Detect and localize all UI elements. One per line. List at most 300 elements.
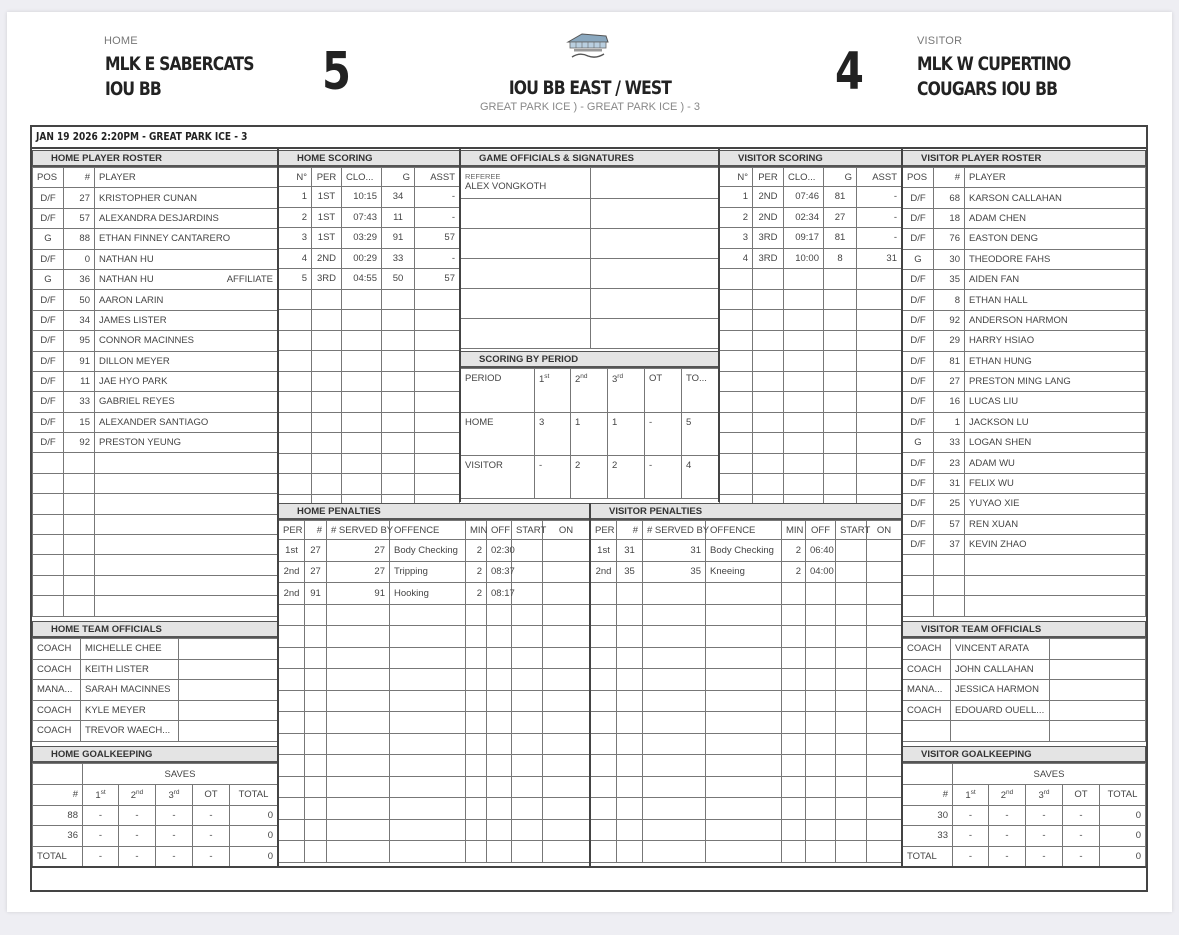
empty-cell[interactable] (279, 626, 305, 648)
empty-cell[interactable] (867, 647, 902, 669)
empty-cell[interactable] (33, 514, 64, 534)
empty-cell[interactable] (706, 626, 782, 648)
empty-cell[interactable] (512, 755, 543, 777)
empty-cell[interactable] (867, 626, 902, 648)
empty-cell[interactable] (857, 433, 902, 454)
empty-cell[interactable] (806, 626, 836, 648)
empty-cell[interactable] (591, 712, 617, 734)
empty-cell[interactable] (95, 453, 278, 473)
empty-cell[interactable] (806, 690, 836, 712)
empty-cell[interactable] (415, 474, 460, 495)
empty-cell[interactable] (857, 453, 902, 474)
empty-cell[interactable] (836, 626, 867, 648)
empty-cell[interactable] (487, 841, 512, 863)
empty-cell[interactable] (753, 310, 784, 331)
empty-cell[interactable] (782, 755, 806, 777)
empty-cell[interactable] (706, 647, 782, 669)
empty-cell[interactable] (784, 392, 824, 413)
empty-cell[interactable] (327, 776, 390, 798)
empty-cell[interactable] (327, 798, 390, 820)
empty-cell[interactable] (824, 433, 857, 454)
empty-cell[interactable] (934, 596, 965, 616)
empty-cell[interactable] (305, 647, 327, 669)
empty-cell[interactable] (415, 412, 460, 433)
empty-cell[interactable] (312, 453, 342, 474)
empty-cell[interactable] (591, 733, 617, 755)
empty-cell[interactable] (305, 626, 327, 648)
empty-cell[interactable] (706, 690, 782, 712)
empty-cell[interactable] (382, 412, 415, 433)
official-cell[interactable] (461, 319, 591, 349)
empty-cell[interactable] (720, 371, 753, 392)
empty-cell[interactable] (857, 269, 902, 290)
empty-cell[interactable] (466, 647, 487, 669)
empty-cell[interactable] (543, 626, 590, 648)
empty-cell[interactable] (617, 776, 643, 798)
empty-cell[interactable] (327, 669, 390, 691)
empty-cell[interactable] (643, 583, 706, 605)
signature-cell[interactable] (591, 289, 719, 319)
empty-cell[interactable] (720, 269, 753, 290)
empty-cell[interactable] (706, 669, 782, 691)
empty-cell[interactable] (487, 819, 512, 841)
empty-cell[interactable] (64, 575, 95, 595)
empty-cell[interactable] (382, 330, 415, 351)
empty-cell[interactable] (487, 626, 512, 648)
official-signature[interactable] (179, 700, 278, 721)
signature-cell[interactable] (591, 199, 719, 229)
empty-cell[interactable] (312, 392, 342, 413)
empty-cell[interactable] (382, 310, 415, 331)
empty-cell[interactable] (806, 733, 836, 755)
empty-cell[interactable] (64, 494, 95, 514)
official-cell[interactable] (461, 289, 591, 319)
empty-cell[interactable] (279, 289, 312, 310)
empty-cell[interactable] (305, 841, 327, 863)
official-signature[interactable] (1050, 700, 1146, 721)
empty-cell[interactable] (784, 412, 824, 433)
empty-cell[interactable] (806, 841, 836, 863)
empty-cell[interactable] (487, 733, 512, 755)
empty-cell[interactable] (95, 575, 278, 595)
empty-cell[interactable] (617, 583, 643, 605)
empty-cell[interactable] (512, 841, 543, 863)
empty-cell[interactable] (305, 776, 327, 798)
empty-cell[interactable] (342, 289, 382, 310)
empty-cell[interactable] (543, 841, 590, 863)
empty-cell[interactable] (33, 494, 64, 514)
empty-cell[interactable] (753, 371, 784, 392)
empty-cell[interactable] (782, 669, 806, 691)
empty-cell[interactable] (312, 433, 342, 454)
empty-cell[interactable] (720, 310, 753, 331)
empty-cell[interactable] (836, 583, 867, 605)
empty-cell[interactable] (836, 776, 867, 798)
empty-cell[interactable] (342, 371, 382, 392)
empty-cell[interactable] (591, 755, 617, 777)
empty-cell[interactable] (390, 755, 466, 777)
official-signature[interactable] (179, 721, 278, 742)
empty-cell[interactable] (617, 604, 643, 626)
empty-cell[interactable] (867, 712, 902, 734)
empty-cell[interactable] (824, 412, 857, 433)
empty-cell[interactable] (543, 733, 590, 755)
empty-cell[interactable] (279, 604, 305, 626)
signature-cell[interactable] (591, 229, 719, 259)
empty-cell[interactable] (617, 798, 643, 820)
empty-cell[interactable] (806, 583, 836, 605)
empty-cell[interactable] (64, 535, 95, 555)
empty-cell[interactable] (95, 494, 278, 514)
empty-cell[interactable] (466, 776, 487, 798)
empty-cell[interactable] (390, 841, 466, 863)
empty-cell[interactable] (784, 269, 824, 290)
empty-cell[interactable] (279, 371, 312, 392)
empty-cell[interactable] (806, 776, 836, 798)
empty-cell[interactable] (95, 473, 278, 493)
empty-cell[interactable] (591, 626, 617, 648)
empty-cell[interactable] (312, 412, 342, 433)
empty-cell[interactable] (753, 351, 784, 372)
empty-cell[interactable] (782, 776, 806, 798)
empty-cell[interactable] (836, 798, 867, 820)
empty-cell[interactable] (64, 514, 95, 534)
empty-cell[interactable] (279, 647, 305, 669)
empty-cell[interactable] (903, 555, 934, 575)
empty-cell[interactable] (753, 289, 784, 310)
empty-cell[interactable] (706, 583, 782, 605)
empty-cell[interactable] (753, 433, 784, 454)
empty-cell[interactable] (279, 412, 312, 433)
empty-cell[interactable] (836, 647, 867, 669)
empty-cell[interactable] (512, 712, 543, 734)
empty-cell[interactable] (706, 712, 782, 734)
empty-cell[interactable] (824, 289, 857, 310)
empty-cell[interactable] (279, 330, 312, 351)
empty-cell[interactable] (512, 647, 543, 669)
empty-cell[interactable] (806, 669, 836, 691)
empty-cell[interactable] (643, 819, 706, 841)
empty-cell[interactable] (415, 453, 460, 474)
empty-cell[interactable] (617, 712, 643, 734)
empty-cell[interactable] (327, 755, 390, 777)
empty-cell[interactable] (706, 755, 782, 777)
empty-cell[interactable] (591, 798, 617, 820)
empty-cell[interactable] (342, 474, 382, 495)
empty-cell[interactable] (390, 669, 466, 691)
empty-cell[interactable] (305, 712, 327, 734)
empty-cell[interactable] (824, 330, 857, 351)
empty-cell[interactable] (512, 690, 543, 712)
empty-cell[interactable] (617, 819, 643, 841)
empty-cell[interactable] (643, 647, 706, 669)
empty-cell[interactable] (95, 535, 278, 555)
empty-cell[interactable] (327, 819, 390, 841)
empty-cell[interactable] (784, 330, 824, 351)
empty-cell[interactable] (279, 392, 312, 413)
official-signature[interactable] (1050, 639, 1146, 660)
empty-cell[interactable] (782, 733, 806, 755)
empty-cell[interactable] (643, 798, 706, 820)
empty-cell[interactable] (305, 755, 327, 777)
empty-cell[interactable] (753, 453, 784, 474)
empty-cell[interactable] (466, 669, 487, 691)
empty-cell[interactable] (857, 330, 902, 351)
empty-cell[interactable] (591, 690, 617, 712)
empty-cell[interactable] (836, 733, 867, 755)
empty-cell[interactable] (312, 351, 342, 372)
empty-cell[interactable] (543, 690, 590, 712)
empty-cell[interactable] (390, 604, 466, 626)
empty-cell[interactable] (390, 798, 466, 820)
empty-cell[interactable] (643, 669, 706, 691)
empty-cell[interactable] (415, 371, 460, 392)
empty-cell[interactable] (487, 776, 512, 798)
empty-cell[interactable] (857, 474, 902, 495)
official-cell[interactable] (461, 199, 591, 229)
empty-cell[interactable] (824, 371, 857, 392)
empty-cell[interactable] (487, 755, 512, 777)
empty-cell[interactable] (720, 474, 753, 495)
empty-cell[interactable] (466, 755, 487, 777)
empty-cell[interactable] (466, 690, 487, 712)
empty-cell[interactable] (824, 392, 857, 413)
empty-cell[interactable] (806, 798, 836, 820)
empty-cell[interactable] (33, 596, 64, 616)
empty-cell[interactable] (720, 433, 753, 454)
empty-cell[interactable] (643, 733, 706, 755)
empty-cell[interactable] (382, 371, 415, 392)
empty-cell[interactable] (617, 733, 643, 755)
empty-cell[interactable] (279, 841, 305, 863)
official-signature[interactable] (179, 680, 278, 701)
empty-cell[interactable] (782, 841, 806, 863)
empty-cell[interactable] (617, 626, 643, 648)
empty-cell[interactable] (487, 604, 512, 626)
empty-cell[interactable] (279, 712, 305, 734)
empty-cell[interactable] (33, 473, 64, 493)
empty-cell[interactable] (382, 392, 415, 413)
referee-cell[interactable] (461, 168, 591, 199)
empty-cell[interactable] (782, 604, 806, 626)
empty-cell[interactable] (784, 289, 824, 310)
empty-cell[interactable] (720, 392, 753, 413)
empty-cell[interactable] (706, 733, 782, 755)
empty-cell[interactable] (857, 412, 902, 433)
empty-cell[interactable] (312, 474, 342, 495)
empty-cell[interactable] (327, 626, 390, 648)
empty-cell[interactable] (33, 575, 64, 595)
empty-cell[interactable] (824, 310, 857, 331)
empty-cell[interactable] (867, 669, 902, 691)
empty-cell[interactable] (305, 819, 327, 841)
official-signature[interactable] (179, 639, 278, 660)
empty-cell[interactable] (591, 819, 617, 841)
empty-cell[interactable] (543, 776, 590, 798)
empty-cell[interactable] (706, 776, 782, 798)
empty-cell[interactable] (591, 776, 617, 798)
empty-cell[interactable] (512, 604, 543, 626)
empty-cell[interactable] (466, 604, 487, 626)
empty-cell[interactable] (279, 310, 312, 331)
empty-cell[interactable] (543, 755, 590, 777)
empty-cell[interactable] (342, 453, 382, 474)
empty-cell[interactable] (487, 712, 512, 734)
empty-cell[interactable] (965, 596, 1146, 616)
empty-cell[interactable] (305, 669, 327, 691)
empty-cell[interactable] (95, 596, 278, 616)
empty-cell[interactable] (305, 798, 327, 820)
empty-cell[interactable] (784, 310, 824, 331)
empty-cell[interactable] (720, 453, 753, 474)
empty-cell[interactable] (706, 819, 782, 841)
empty-cell[interactable] (857, 371, 902, 392)
empty-cell[interactable] (33, 453, 64, 473)
empty-cell[interactable] (965, 575, 1146, 595)
empty-cell[interactable] (784, 453, 824, 474)
empty-cell[interactable] (836, 669, 867, 691)
empty-cell[interactable] (836, 604, 867, 626)
empty-cell[interactable] (342, 433, 382, 454)
official-cell[interactable] (461, 259, 591, 289)
empty-cell[interactable] (95, 555, 278, 575)
empty-cell[interactable] (806, 755, 836, 777)
empty-cell[interactable] (543, 798, 590, 820)
empty-cell[interactable] (643, 626, 706, 648)
empty-cell[interactable] (279, 453, 312, 474)
empty-cell[interactable] (512, 819, 543, 841)
empty-cell[interactable] (342, 392, 382, 413)
empty-cell[interactable] (643, 776, 706, 798)
empty-cell[interactable] (342, 351, 382, 372)
empty-cell[interactable] (64, 555, 95, 575)
empty-cell[interactable] (543, 819, 590, 841)
empty-cell[interactable] (782, 647, 806, 669)
empty-cell[interactable] (784, 433, 824, 454)
empty-cell[interactable] (782, 626, 806, 648)
empty-cell[interactable] (327, 647, 390, 669)
empty-cell[interactable] (591, 583, 617, 605)
empty-cell[interactable] (857, 392, 902, 413)
empty-cell[interactable] (753, 392, 784, 413)
empty-cell[interactable] (753, 474, 784, 495)
empty-cell[interactable] (857, 351, 902, 372)
empty-cell[interactable] (327, 841, 390, 863)
empty-cell[interactable] (806, 712, 836, 734)
empty-cell[interactable] (390, 647, 466, 669)
empty-cell[interactable] (720, 351, 753, 372)
empty-cell[interactable] (33, 535, 64, 555)
empty-cell[interactable] (415, 310, 460, 331)
empty-cell[interactable] (836, 712, 867, 734)
empty-cell[interactable] (965, 555, 1146, 575)
empty-cell[interactable] (33, 555, 64, 575)
empty-cell[interactable] (836, 755, 867, 777)
empty-cell[interactable] (643, 604, 706, 626)
empty-cell[interactable] (487, 690, 512, 712)
empty-cell[interactable] (390, 712, 466, 734)
empty-cell[interactable] (415, 433, 460, 454)
empty-cell[interactable] (382, 289, 415, 310)
empty-cell[interactable] (327, 733, 390, 755)
empty-cell[interactable] (867, 798, 902, 820)
empty-cell[interactable] (806, 819, 836, 841)
empty-cell[interactable] (720, 412, 753, 433)
empty-cell[interactable] (903, 596, 934, 616)
official-signature[interactable] (1050, 659, 1146, 680)
empty-cell[interactable] (279, 669, 305, 691)
empty-cell[interactable] (903, 575, 934, 595)
empty-cell[interactable] (824, 474, 857, 495)
empty-cell[interactable] (415, 351, 460, 372)
empty-cell[interactable] (342, 330, 382, 351)
empty-cell[interactable] (753, 330, 784, 351)
empty-cell[interactable] (782, 798, 806, 820)
empty-cell[interactable] (382, 474, 415, 495)
empty-cell[interactable] (64, 453, 95, 473)
empty-cell[interactable] (382, 351, 415, 372)
empty-cell[interactable] (836, 841, 867, 863)
empty-cell[interactable] (591, 841, 617, 863)
empty-cell[interactable] (312, 371, 342, 392)
empty-cell[interactable] (466, 798, 487, 820)
empty-cell[interactable] (706, 841, 782, 863)
empty-cell[interactable] (390, 626, 466, 648)
empty-cell[interactable] (836, 690, 867, 712)
empty-cell[interactable] (753, 412, 784, 433)
empty-cell[interactable] (806, 604, 836, 626)
empty-cell[interactable] (867, 583, 902, 605)
empty-cell[interactable] (487, 647, 512, 669)
empty-cell[interactable] (415, 392, 460, 413)
official-signature[interactable] (179, 659, 278, 680)
empty-cell[interactable] (487, 798, 512, 820)
empty-cell[interactable] (543, 647, 590, 669)
empty-cell[interactable] (617, 669, 643, 691)
empty-cell[interactable] (784, 474, 824, 495)
empty-cell[interactable] (279, 776, 305, 798)
empty-cell[interactable] (279, 433, 312, 454)
empty-cell[interactable] (867, 604, 902, 626)
empty-cell[interactable] (466, 819, 487, 841)
empty-cell[interactable] (720, 289, 753, 310)
empty-cell[interactable] (753, 269, 784, 290)
empty-cell[interactable] (279, 474, 312, 495)
empty-cell[interactable] (782, 819, 806, 841)
empty-cell[interactable] (806, 647, 836, 669)
empty-cell[interactable] (857, 310, 902, 331)
empty-cell[interactable] (512, 626, 543, 648)
official-signature[interactable] (1050, 680, 1146, 701)
official-signature[interactable] (1050, 721, 1146, 742)
empty-cell[interactable] (512, 776, 543, 798)
empty-cell[interactable] (824, 453, 857, 474)
empty-cell[interactable] (643, 712, 706, 734)
empty-cell[interactable] (279, 351, 312, 372)
empty-cell[interactable] (390, 819, 466, 841)
empty-cell[interactable] (305, 690, 327, 712)
empty-cell[interactable] (305, 604, 327, 626)
empty-cell[interactable] (706, 604, 782, 626)
empty-cell[interactable] (415, 289, 460, 310)
empty-cell[interactable] (867, 755, 902, 777)
empty-cell[interactable] (342, 310, 382, 331)
official-cell[interactable] (461, 229, 591, 259)
empty-cell[interactable] (487, 669, 512, 691)
signature-cell[interactable] (591, 168, 719, 199)
empty-cell[interactable] (591, 669, 617, 691)
empty-cell[interactable] (543, 712, 590, 734)
